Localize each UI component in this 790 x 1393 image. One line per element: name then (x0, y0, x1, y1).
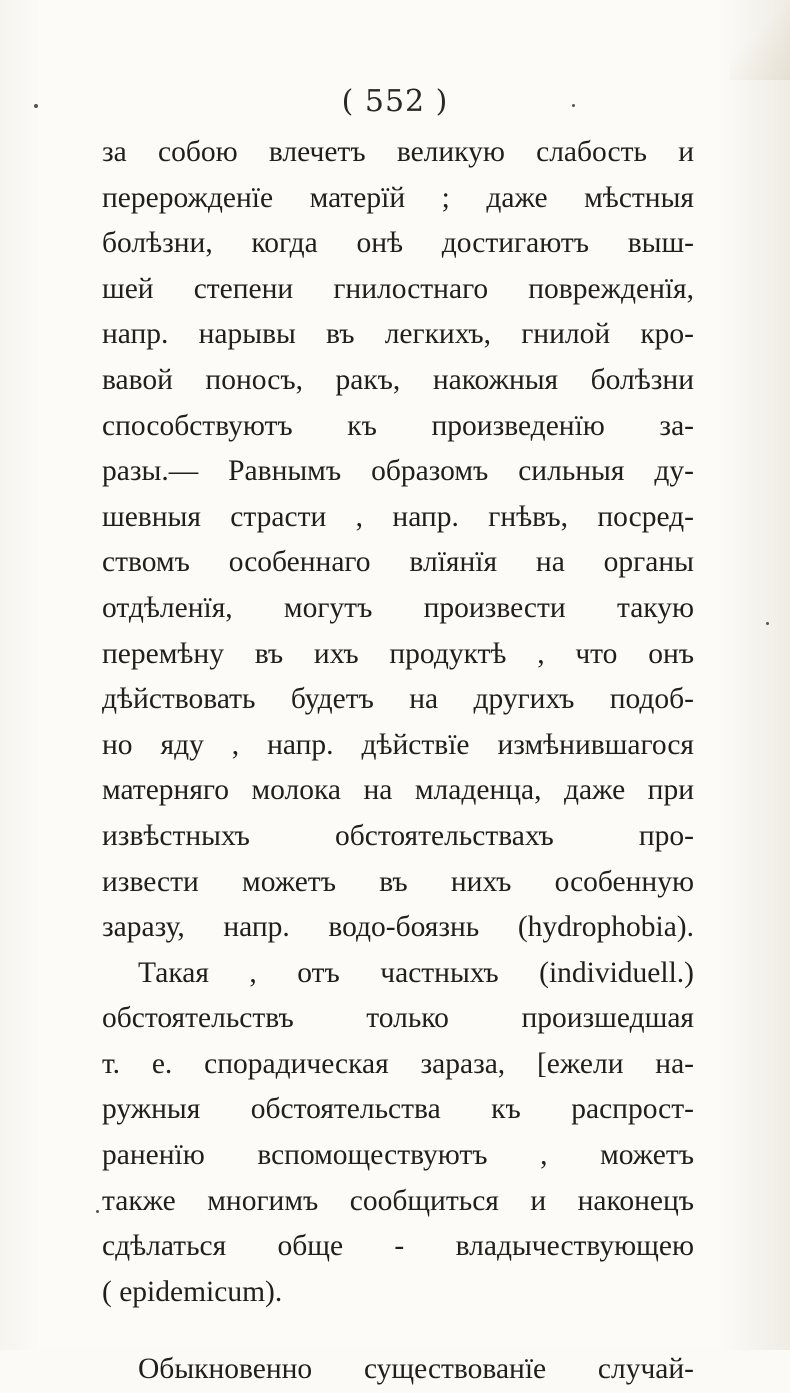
text-line: отдѣленїя, могутъ произвести такую (102, 591, 694, 624)
text-line: перерожденїе матерїй ; даже мѣстныя (102, 181, 694, 214)
text-line: за собою влечетъ великую слабость и (102, 136, 694, 168)
paragraph-1 (102, 130, 694, 951)
page-number: ( 552 ) (341, 84, 449, 119)
paper-speck (572, 104, 575, 107)
text-line: также многимъ сообщиться и наконецъ (102, 1184, 694, 1217)
text-line: перемѣну въ ихъ продуктѣ , что онъ (102, 637, 694, 670)
paper-speck (34, 104, 38, 108)
text-line: извести можетъ въ нихъ особенную (102, 865, 694, 898)
text-line: вавой поносъ, ракъ, накожныя болѣзни (102, 363, 694, 396)
text-line: заразу, напр. водо-боязнь (hydrophobia). (102, 911, 694, 944)
text-line: т. е. спорадическая зараза, [ежели на- (102, 1047, 694, 1080)
text-line: способствуютъ къ произведенїю за- (102, 409, 694, 442)
text-line: ружныя обстоятельства къ распрост- (102, 1093, 694, 1126)
paragraph-spacer (102, 1315, 694, 1347)
text-line: но яду , напр. дѣйствїе измѣнившагося (102, 728, 694, 761)
text-line: Обыкновенно существованїе случай- (138, 1353, 694, 1386)
text-line: шевныя страсти , напр. гнѣвъ, посред- (102, 500, 694, 533)
text-line: матерняго молока на младенца, даже при (102, 774, 694, 807)
text-line: раненїю вспомоществуютъ , можетъ (102, 1139, 694, 1172)
page-body (102, 130, 694, 1393)
text-line: разы.— Равнымъ образомъ сильныя ду- (102, 455, 694, 488)
text-line: шей степени гнилостнаго поврежденїя, (102, 272, 694, 305)
text-line: ствомъ особеннаго влїянїя на органы (102, 546, 694, 579)
paragraph-3 (102, 1347, 694, 1393)
text-line: извѣстныхъ обстоятельствахъ про- (102, 819, 694, 852)
text-line: болѣзни, когда онѣ достигаютъ выш- (102, 227, 694, 260)
paper-speck (96, 1210, 99, 1213)
text-line: ( epidemicum). (102, 1275, 283, 1308)
text-line: Такая , отъ частныхъ (individuell.) (138, 956, 694, 989)
paragraph-2 (102, 951, 694, 1316)
text-line: дѣйствовать будетъ на другихъ подоб- (102, 683, 694, 716)
text-line: сдѣлаться обще - владычествующею (102, 1230, 694, 1263)
page-edge-shading (730, 0, 790, 80)
text-line: обстоятельствъ только произшедшая (102, 1002, 694, 1035)
text-line: напр. нарывы въ легкихъ, гнилой кро- (102, 318, 694, 351)
paper-speck (766, 622, 769, 625)
